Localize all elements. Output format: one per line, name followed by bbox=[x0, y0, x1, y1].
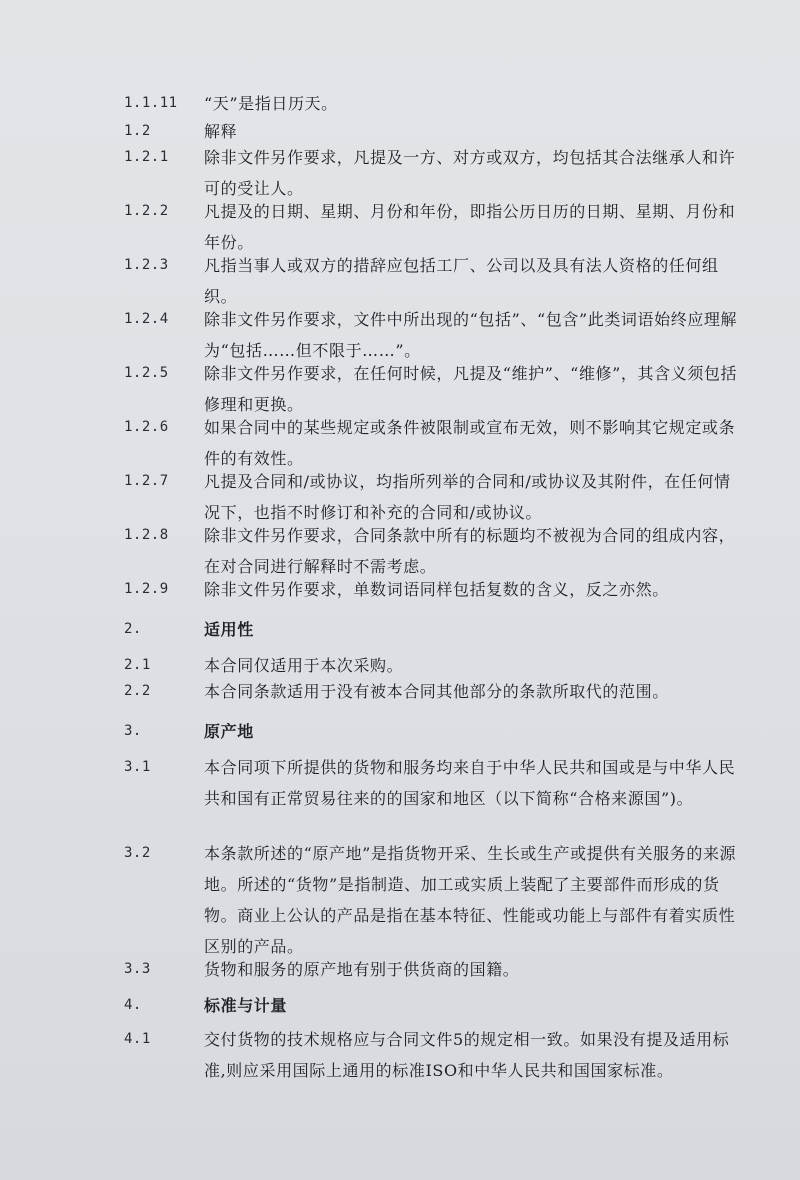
clause-text: 货物和服务的原产地有别于供货商的国籍。 bbox=[204, 960, 520, 979]
clause-number: 2.1 bbox=[124, 657, 151, 673]
clause-number: 1.1.11 bbox=[124, 95, 178, 111]
clause-text: 除非文件另作要求，凡提及一方、对方或双方，均包括其合法继承人和许可的受让人。 bbox=[204, 148, 736, 198]
section-number: 2. bbox=[124, 621, 142, 637]
clause-number: 3.1 bbox=[124, 759, 151, 775]
section-title: 适用性 bbox=[204, 620, 254, 639]
clause-text: 本合同仅适用于本次采购。 bbox=[204, 656, 404, 675]
clause-number: 1.2.5 bbox=[124, 365, 169, 381]
clause-text: 本合同条款适用于没有被本合同其他部分的条款所取代的范围。 bbox=[204, 682, 669, 701]
clause-number: 1.2.8 bbox=[124, 527, 169, 543]
clause-number: 1.2.7 bbox=[124, 473, 169, 489]
clause-text: 如果合同中的某些规定或条件被限制或宣布无效，则不影响其它规定或条件的有效性。 bbox=[204, 418, 736, 468]
clause-number: 1.2 bbox=[124, 123, 151, 139]
clause-text: 除非文件另作要求，在任何时候，凡提及“维护”、“维修”，其含义须包括修理和更换。 bbox=[204, 364, 738, 414]
clause-text: 除非文件另作要求，文件中所出现的“包括”、“包含”此类词语始终应理解为“包括……但不限于……”。 bbox=[204, 310, 738, 360]
clause-number: 1.2.3 bbox=[124, 257, 169, 273]
clause-number: 1.2.4 bbox=[124, 311, 169, 327]
clause-number: 1.2.1 bbox=[124, 149, 169, 165]
section-number: 3. bbox=[124, 723, 142, 739]
clause-text: 凡指当事人或双方的措辞应包括工厂、公司以及具有法人资格的任何组织。 bbox=[204, 256, 719, 306]
section-title: 原产地 bbox=[204, 722, 254, 741]
clause-text: 除非文件另作要求，合同条款中所有的标题均不被视为合同的组成内容，在对合同进行解释时不需考虑。 bbox=[204, 526, 736, 576]
clause-text: 本条款所述的“原产地”是指货物开采、生长或生产或提供有关服务的来源地。所述的“货物”是指制造、加工或实质上装配了主要部件而形成的货物。商业上公认的产品是指在基本特征、性能或功能上与部件有着实质性区别的产品。 bbox=[204, 844, 737, 956]
clause-number: 4.1 bbox=[124, 1031, 151, 1047]
clause-text: 本合同项下所提供的货物和服务均来自于中华人民共和国或是与中华人民共和国有正常贸易往来的的国家和地区（以下简称“合格来源国”)。 bbox=[204, 758, 736, 808]
clause-text: “天”是指日历天。 bbox=[204, 94, 338, 113]
clause-text: 解释 bbox=[204, 122, 238, 141]
clause-number: 3.2 bbox=[124, 845, 151, 861]
clause-text: 除非文件另作要求，单数词语同样包括复数的含义，反之亦然。 bbox=[204, 580, 669, 599]
clause-number: 2.2 bbox=[124, 683, 151, 699]
clause-number: 1.2.9 bbox=[124, 581, 169, 597]
section-number: 4. bbox=[124, 997, 142, 1013]
clause-text: 凡提及的日期、星期、月份和年份，即指公历日历的日期、星期、月份和年份。 bbox=[204, 202, 736, 252]
clause-number: 1.2.6 bbox=[124, 419, 169, 435]
section-title: 标准与计量 bbox=[204, 996, 288, 1015]
clause-number: 1.2.2 bbox=[124, 203, 169, 219]
clause-number: 3.3 bbox=[124, 961, 151, 977]
clause-text: 凡提及合同和/或协议，均指所列举的合同和/或协议及其附件，在任何情况下，也指不时修订和补充的合同和/或协议。 bbox=[204, 472, 731, 522]
clause-text: 交付货物的技术规格应与合同文件5的规定相一致。如果没有提及适用标准,则应采用国际上通用的标准ISO和中华人民共和国国家标准。 bbox=[204, 1030, 730, 1080]
